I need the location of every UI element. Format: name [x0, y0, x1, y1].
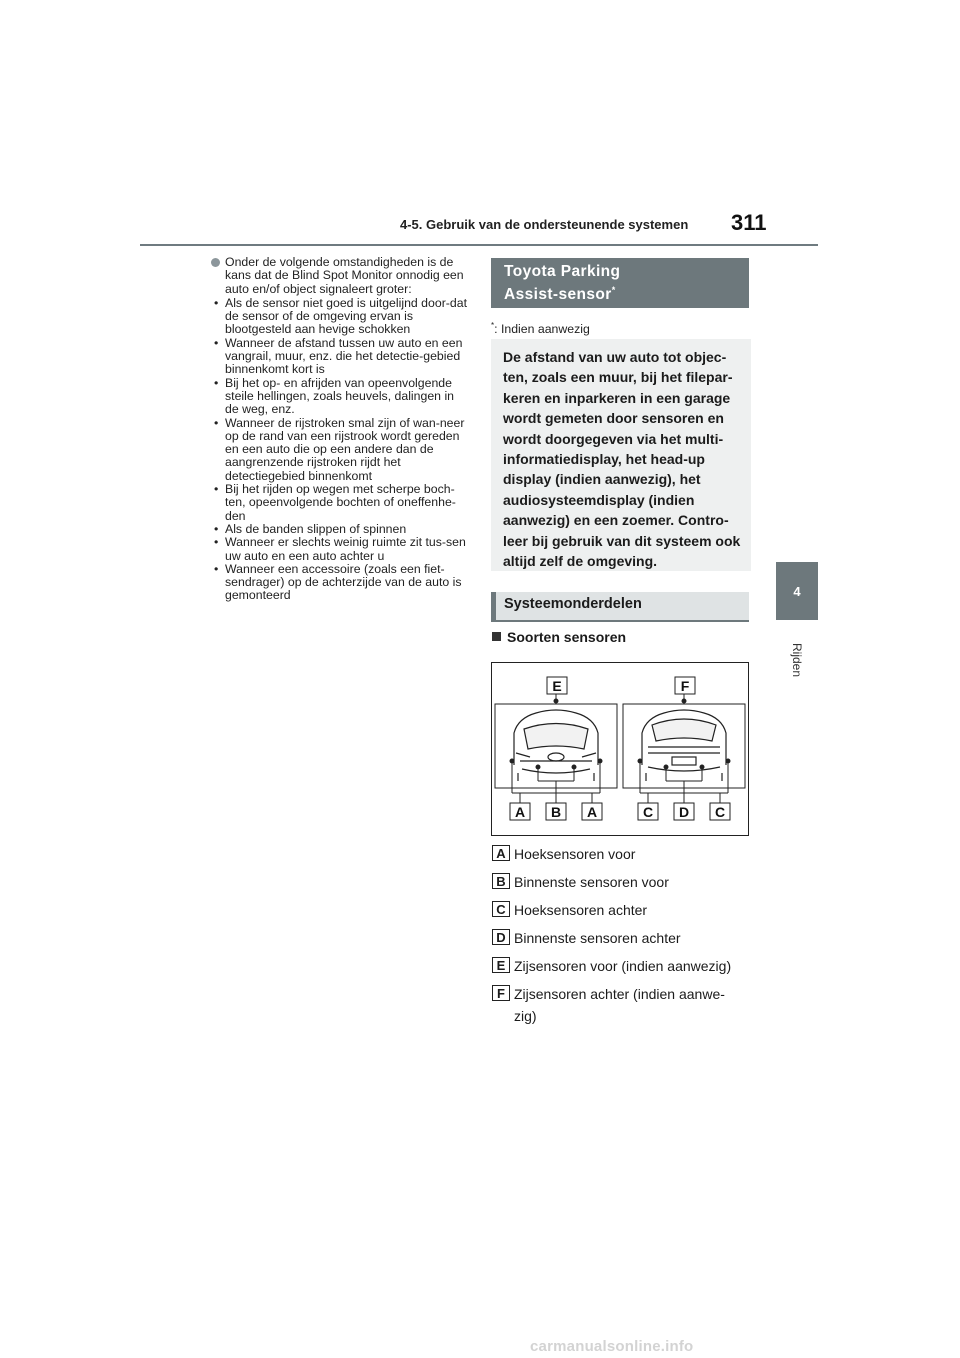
list-item: • Bij het rijden op wegen met scherpe boch-ten, opeenvolgende bochten of oneffenhe-den — [214, 482, 456, 523]
legend-key: E — [492, 957, 510, 973]
topic-title — [504, 262, 620, 304]
list-item-text: Bij het op- en afrijden van opeenvolgende steile hellingen, zoals heuvels, dalingen in de weg, enz. — [225, 375, 455, 417]
chapter-tab: 4 — [776, 562, 818, 620]
subheading — [492, 629, 626, 645]
subheading-text: Soorten sensoren — [507, 629, 627, 645]
section-heading-text: Systeemonderdelen — [504, 596, 642, 612]
page-number: 311 — [731, 210, 767, 235]
footnote-text: : Indien aanwezig — [494, 322, 590, 337]
legend-text: Hoeksensoren achter — [514, 902, 648, 918]
footnote — [491, 321, 590, 336]
left-column — [211, 256, 469, 603]
summary-box — [491, 339, 751, 571]
list-item: • Als de banden slippen of spinnen — [214, 521, 407, 536]
topic-title-box — [491, 258, 749, 308]
legend-key: B — [492, 873, 510, 889]
topic-title-line1: Toyota Parking — [504, 263, 621, 280]
diagram-label-c-left: C — [642, 804, 654, 820]
diagram-label-c-right: C — [714, 804, 726, 820]
list-item: • Bij het op- en afrijden van opeenvolgende steile hellingen, zoals heuvels, dalingen in de weg, enz. — [214, 375, 455, 417]
diagram-label-e: E — [552, 678, 562, 694]
legend-key: A — [492, 845, 510, 861]
chapter-label — [775, 630, 819, 690]
topic-title-line2: Assist-sensor — [504, 286, 612, 304]
legend-key: F — [492, 985, 510, 1001]
footnote-mark: * — [611, 285, 616, 295]
lead-paragraph — [211, 256, 469, 296]
sensor-diagram — [491, 662, 749, 836]
watermark: carmanualsonline.info — [530, 1338, 694, 1355]
sensor-diagram-svg — [492, 663, 748, 835]
footnote-mark: * — [491, 321, 495, 330]
legend-key: D — [492, 929, 510, 945]
list-item: • Wanneer de rijstroken smal zijn of wan-neer op de rand van een rijstrook wordt gereden en een auto die op een andere dan de aangrenzende rijstroken rijdt het detectiegebied binnenkomt — [214, 415, 465, 483]
list-item-text: Bij het rijden op wegen met scherpe boch-ten, opeenvolgende bochten of oneffenhe-den — [225, 482, 456, 523]
bullet-dot-icon — [211, 258, 220, 267]
diagram-label-a-left: A — [514, 804, 526, 820]
rear-car-illustration — [623, 704, 745, 788]
list-item: • Wanneer een accessoire (zoals een fiet-sendrager) op de achterzijde van de auto is gemonteerd — [214, 561, 462, 603]
header-rule — [140, 244, 818, 246]
legend-text: Hoeksensoren voor — [514, 846, 636, 862]
legend-text: Zijsensoren achter (indien aanwe-zig) — [514, 986, 725, 1024]
list-item-text: Wanneer de rijstroken smal zijn of wan-neer op de rand van een rijstrook wordt gereden en een auto die op een andere dan de aangrenzende rijstroken rijdt het detectiegebied binnenkomt — [225, 415, 465, 483]
section-title: 4-5. Gebruik van de ondersteunende systemen — [400, 217, 689, 232]
legend-text: Zijsensoren voor (indien aanwezig) — [514, 958, 732, 974]
diagram-label-b: B — [550, 804, 562, 820]
list-item-text: Wanneer er slechts weinig ruimte zit tus-sen uw auto en een auto achter u — [225, 535, 466, 563]
square-bullet-icon — [492, 632, 501, 641]
legend-text: Binnenste sensoren voor — [514, 874, 669, 890]
legend-key: C — [492, 901, 510, 917]
list-item: • Wanneer er slechts weinig ruimte zit tus-sen uw auto en een auto achter u — [214, 535, 466, 563]
list-item-text: Als de sensor niet goed is uitgelijnd door-dat de sensor of de omgeving ervan is blootgesteld aan hevige schokken — [225, 295, 467, 337]
chapter-label-text: Rijden — [790, 642, 804, 678]
legend-text: Binnenste sensoren achter — [514, 930, 681, 946]
list-item-text: Wanneer de afstand tussen uw auto en een vangrail, muur, enz. die het detectie-gebied binnenkomt kort is — [225, 335, 463, 377]
section-heading — [491, 592, 749, 622]
list-item-text: Wanneer een accessoire (zoals een fiet-sendrager) op de achterzijde van de auto is gemonteerd — [225, 561, 462, 603]
diagram-label-d: D — [678, 804, 690, 820]
list-item: • Wanneer de afstand tussen uw auto en een vangrail, muur, enz. die het detectie-gebied binnenkomt kort is — [214, 335, 463, 377]
lead-text: Onder de volgende omstandigheden is de kans dat de Blind Spot Monitor onnodig een auto en/of object signaleert groter: — [225, 255, 464, 296]
diagram-label-f: F — [680, 678, 690, 694]
heading-bar — [491, 592, 496, 622]
diagram-label-a-right: A — [586, 804, 598, 820]
list-item: • Als de sensor niet goed is uitgelijnd door-dat de sensor of de omgeving ervan is blootgesteld aan hevige schokken — [214, 295, 467, 337]
front-car-illustration — [495, 704, 617, 788]
list-item-text: Als de banden slippen of spinnen — [225, 521, 407, 536]
summary-text: De afstand van uw auto tot objec-ten, zoals een muur, bij het filepar-keren en inparkeren in een garage wordt gemeten door sensoren en wordt doorgegeven via het multi-informatiedisplay, het head-up display (indien aanwezig), het audiosysteemdisplay (indien aanwezig) en een zoemer. Contro-leer bij gebruik van dit systeem ook altijd zelf de omgeving. — [503, 349, 741, 570]
